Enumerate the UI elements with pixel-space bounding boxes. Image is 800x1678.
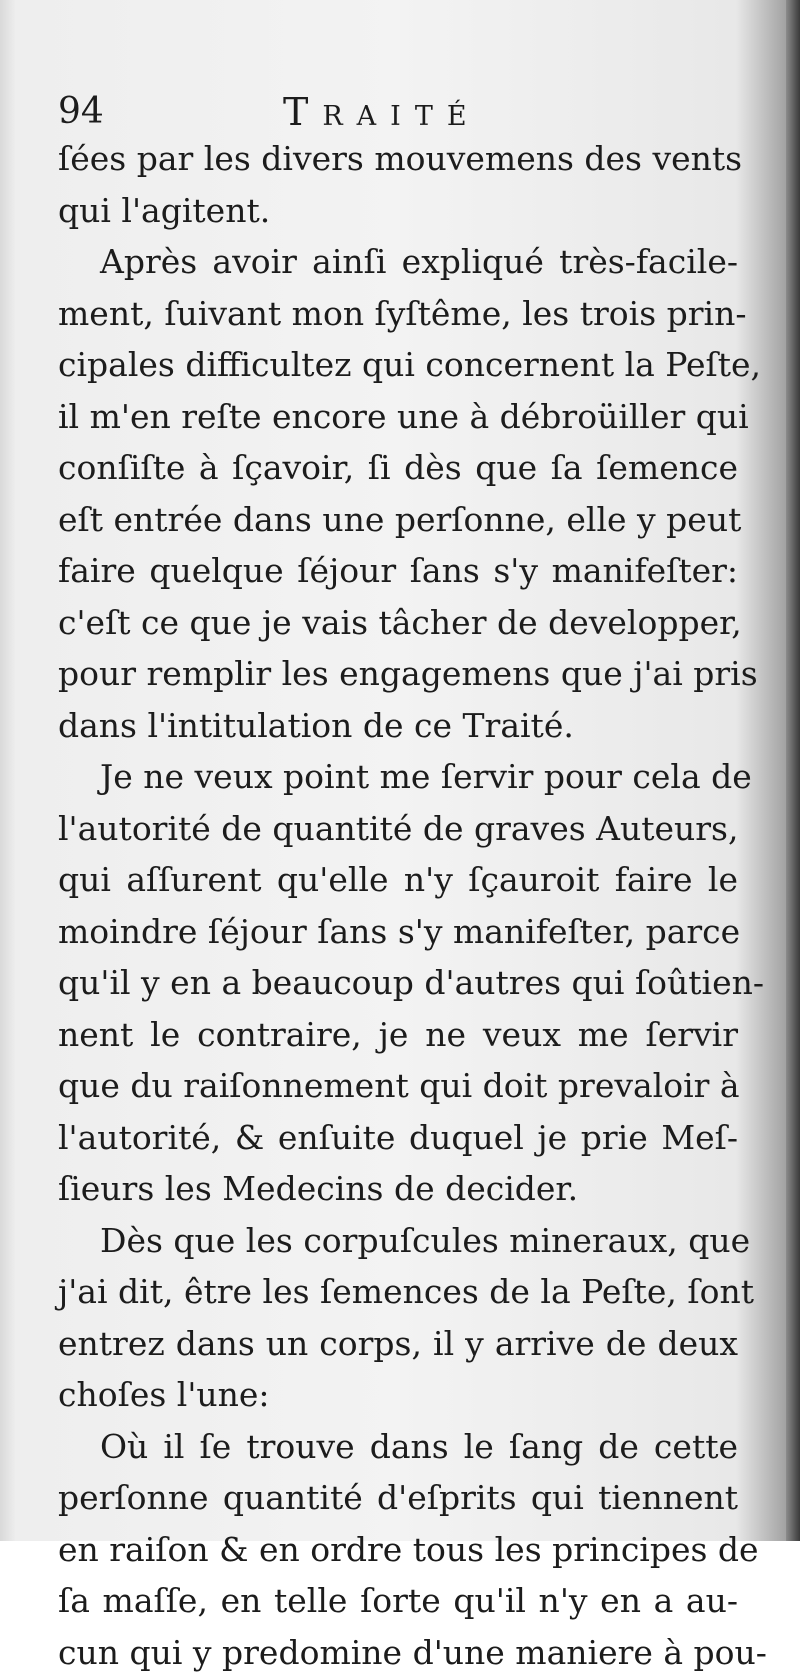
text-line: pour remplir les engagemens que j'ai pris xyxy=(58,648,738,700)
text-line: en raiſon & en ordre tous les principes de xyxy=(58,1524,738,1576)
text-line: Après avoir ainſi expliqué très-facile- xyxy=(58,236,738,288)
text-line: que du raiſonnement qui doit prevaloir à xyxy=(58,1060,738,1112)
text-line: faire quelque ſéjour ſans s'y manifeſter: xyxy=(58,545,738,597)
text-line: ſa maſſe, en telle ſorte qu'il n'y en a au- xyxy=(58,1575,738,1627)
text-line: conſiſte à ſçavoir, ſi dès que ſa ſemence xyxy=(58,442,738,494)
text-line: ſieurs les Medecins de decider. xyxy=(58,1163,738,1215)
text-line: cipales difficultez qui concernent la Peſte, xyxy=(58,339,738,391)
text-line: perſonne quantité d'eſprits qui tiennent xyxy=(58,1472,738,1524)
text-line: Où il ſe trouve dans le ſang de cette xyxy=(58,1421,738,1473)
text-line: j'ai dit, être les ſemences de la Peſte, ſont xyxy=(58,1266,738,1318)
running-title: Traité xyxy=(283,82,481,142)
text-line: qui aſſurent qu'elle n'y ſçauroit faire le xyxy=(58,854,738,906)
text-line: qui l'agitent. xyxy=(58,185,738,237)
text-line: entrez dans un corps, il y arrive de deux xyxy=(58,1318,738,1370)
body-text xyxy=(58,133,738,1678)
text-line: l'autorité de quantité de graves Auteurs, xyxy=(58,803,738,855)
text-line: eſt entrée dans une perſonne, elle y peut xyxy=(58,494,738,546)
text-line: cun qui y predomine d'une maniere à pou- xyxy=(58,1627,738,1678)
text-line: nent le contraire, je ne veux me ſervir xyxy=(58,1009,738,1061)
text-line: ment, ſuivant mon ſyſtême, les trois prin- xyxy=(58,288,738,340)
text-line: il m'en reſte encore une à débroüiller qui xyxy=(58,391,738,443)
text-line: l'autorité, & enſuite duquel je prie Meſ- xyxy=(58,1112,738,1164)
text-line: Dès que les corpuſcules mineraux, que xyxy=(58,1215,738,1267)
page-edge-shadow xyxy=(786,0,800,1541)
page-number: 94 xyxy=(58,82,104,142)
text-line: ſées par les divers mouvemens des vents xyxy=(58,133,738,185)
text-line: choſes l'une: xyxy=(58,1369,738,1421)
text-line: c'eſt ce que je vais tâcher de developper, xyxy=(58,597,738,649)
text-line: moindre ſéjour ſans s'y manifeſter, parce xyxy=(58,906,738,958)
text-line: dans l'intitulation de ce Traité. xyxy=(58,700,738,752)
text-line: qu'il y en a beaucoup d'autres qui ſoûtien- xyxy=(58,957,738,1009)
text-line: Je ne veux point me ſervir pour cela de xyxy=(58,751,738,803)
